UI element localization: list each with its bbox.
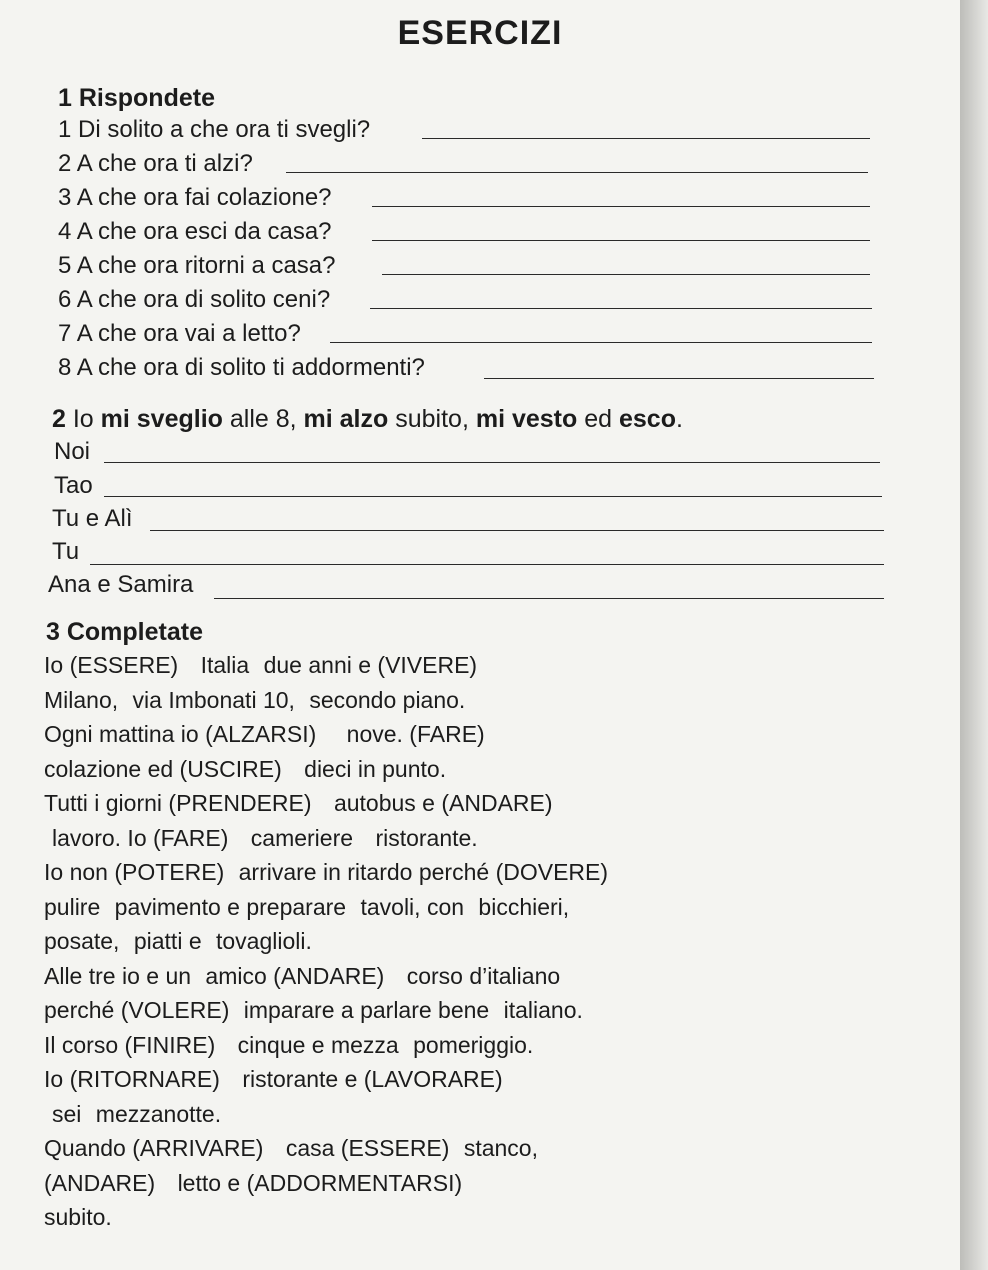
exercise-1-heading: 1 Rispondete [58,84,215,112]
text-segment: tavoli, con [360,893,465,920]
text-row [44,859,874,894]
text-row [44,652,874,687]
text-segment: corso d’italiano [406,962,561,989]
sentence-part: Io [72,405,101,433]
answer-blank-4[interactable] [372,240,870,241]
text-segment: italiano. [503,997,583,1023]
text-segment: tovaglioli. [216,928,312,954]
text-segment: posate, [44,928,120,954]
text-segment: ristorante. [375,824,478,851]
sentence-part: subito, [388,405,476,433]
sentence-verb: esco [618,405,676,433]
text-segment: casa (ESSERE) [285,1135,450,1161]
page-edge [960,0,988,1270]
text-row [44,1032,874,1067]
text-segment: cameriere [250,824,354,851]
text-segment: Milano, [44,686,119,713]
question-3: 3 A che ora fai colazione? [58,184,332,211]
sentence-verb: mi vesto [475,405,578,433]
text-row [44,1170,874,1205]
answer-blank-1[interactable] [422,138,870,139]
text-row [44,687,874,722]
text-segment: autobus e (ANDARE) [333,790,553,816]
text-segment: Tutti i giorni (PRENDERE) [44,790,312,816]
text-segment: Io (ESSERE) [44,652,179,678]
text-segment: ristorante e (LAVORARE) [242,1066,503,1092]
sentence-verb: mi alzo [303,405,389,433]
text-segment: Io non (POTERE) [44,859,225,885]
text-segment: lavoro. Io (FARE) [52,824,229,851]
answer-blank-tao[interactable] [104,496,882,497]
text-segment: piatti e [133,928,202,954]
answer-blank-2[interactable] [286,172,868,173]
text-segment: arrivare in ritardo perché (DOVERE) [238,859,609,885]
question-4: 4 A che ora esci da casa? [58,218,332,245]
text-segment: Quando (ARRIVARE) [44,1135,264,1161]
answer-blank-5[interactable] [382,274,870,275]
text-row [44,825,874,860]
text-row [44,963,874,998]
sentence-part: alle 8, [222,405,304,433]
question-5: 5 A che ora ritorni a casa? [58,252,336,279]
question-7: 7 A che ora vai a letto? [58,320,301,347]
text-row [44,1135,874,1170]
exercise-3-heading: 3 Completate [46,618,203,646]
question-2: 2 A che ora ti alzi? [58,150,253,177]
text-segment: perché (VOLERE) [44,997,230,1023]
text-segment: Il corso (FINIRE) [44,1031,216,1058]
text-segment: colazione ed (USCIRE) [44,755,282,782]
text-row [44,721,874,756]
text-segment: mezzanotte. [95,1100,222,1127]
subject-tao: Tao [54,472,93,499]
subject-noi: Noi [54,438,91,465]
text-segment: Ogni mattina io (ALZARSI) [44,721,317,747]
exercise-2-sentence [52,405,683,434]
text-segment: cinque e mezza [237,1031,399,1058]
text-row [44,790,874,825]
text-segment: pavimento e preparare [114,893,347,920]
text-row [44,1204,874,1239]
text-segment: amico (ANDARE) [205,962,385,989]
answer-blank-8[interactable] [484,378,874,379]
exercise-3-text [44,652,874,1239]
text-segment: pomeriggio. [413,1031,534,1058]
text-row [44,756,874,791]
text-segment: bicchieri, [478,893,570,920]
answer-blank-6[interactable] [370,308,872,309]
answer-blank-7[interactable] [330,342,872,343]
answer-blank-ana-e-samira[interactable] [214,598,884,599]
text-segment: imparare a parlare bene [243,997,490,1023]
answer-blank-noi[interactable] [104,462,880,463]
text-segment: pulire [44,893,101,920]
text-segment: via Imbonati 10, [132,686,295,713]
answer-blank-3[interactable] [372,206,870,207]
subject-tu: Tu [52,538,80,565]
answer-blank-tu-e-ali[interactable] [150,530,884,531]
text-row [44,1101,874,1136]
text-segment: Italia [200,652,250,678]
text-segment: letto e (ADDORMENTARSI) [177,1169,463,1196]
page-title: ESERCIZI [397,14,563,52]
question-6: 6 A che ora di solito ceni? [58,286,331,313]
text-segment: (ANDARE) [44,1169,156,1196]
text-segment: nove. (FARE) [346,721,485,747]
text-segment: subito. [44,1204,112,1230]
text-row [44,928,874,963]
sentence-part: . [675,405,683,433]
answer-blank-tu[interactable] [90,564,884,565]
exercise-2-number: 2 [52,405,66,433]
text-segment: dieci in punto. [304,755,447,782]
text-row [44,894,874,929]
text-segment: due anni e (VIVERE) [263,652,478,678]
subject-tu-e-ali: Tu e Alì [52,505,133,532]
sentence-verb: mi sveglio [100,405,223,433]
text-row [44,1066,874,1101]
sentence-part: ed [577,405,619,433]
text-segment: sei [52,1100,82,1127]
text-segment: stanco, [463,1135,538,1161]
subject-ana-e-samira: Ana e Samira [48,571,194,598]
text-segment: secondo piano. [309,686,466,713]
text-segment: Alle tre io e un [44,962,192,989]
text-row [44,997,874,1032]
question-1: 1 Di solito a che ora ti svegli? [58,116,371,143]
text-segment: Io (RITORNARE) [44,1066,220,1092]
question-8: 8 A che ora di solito ti addormenti? [58,354,425,381]
